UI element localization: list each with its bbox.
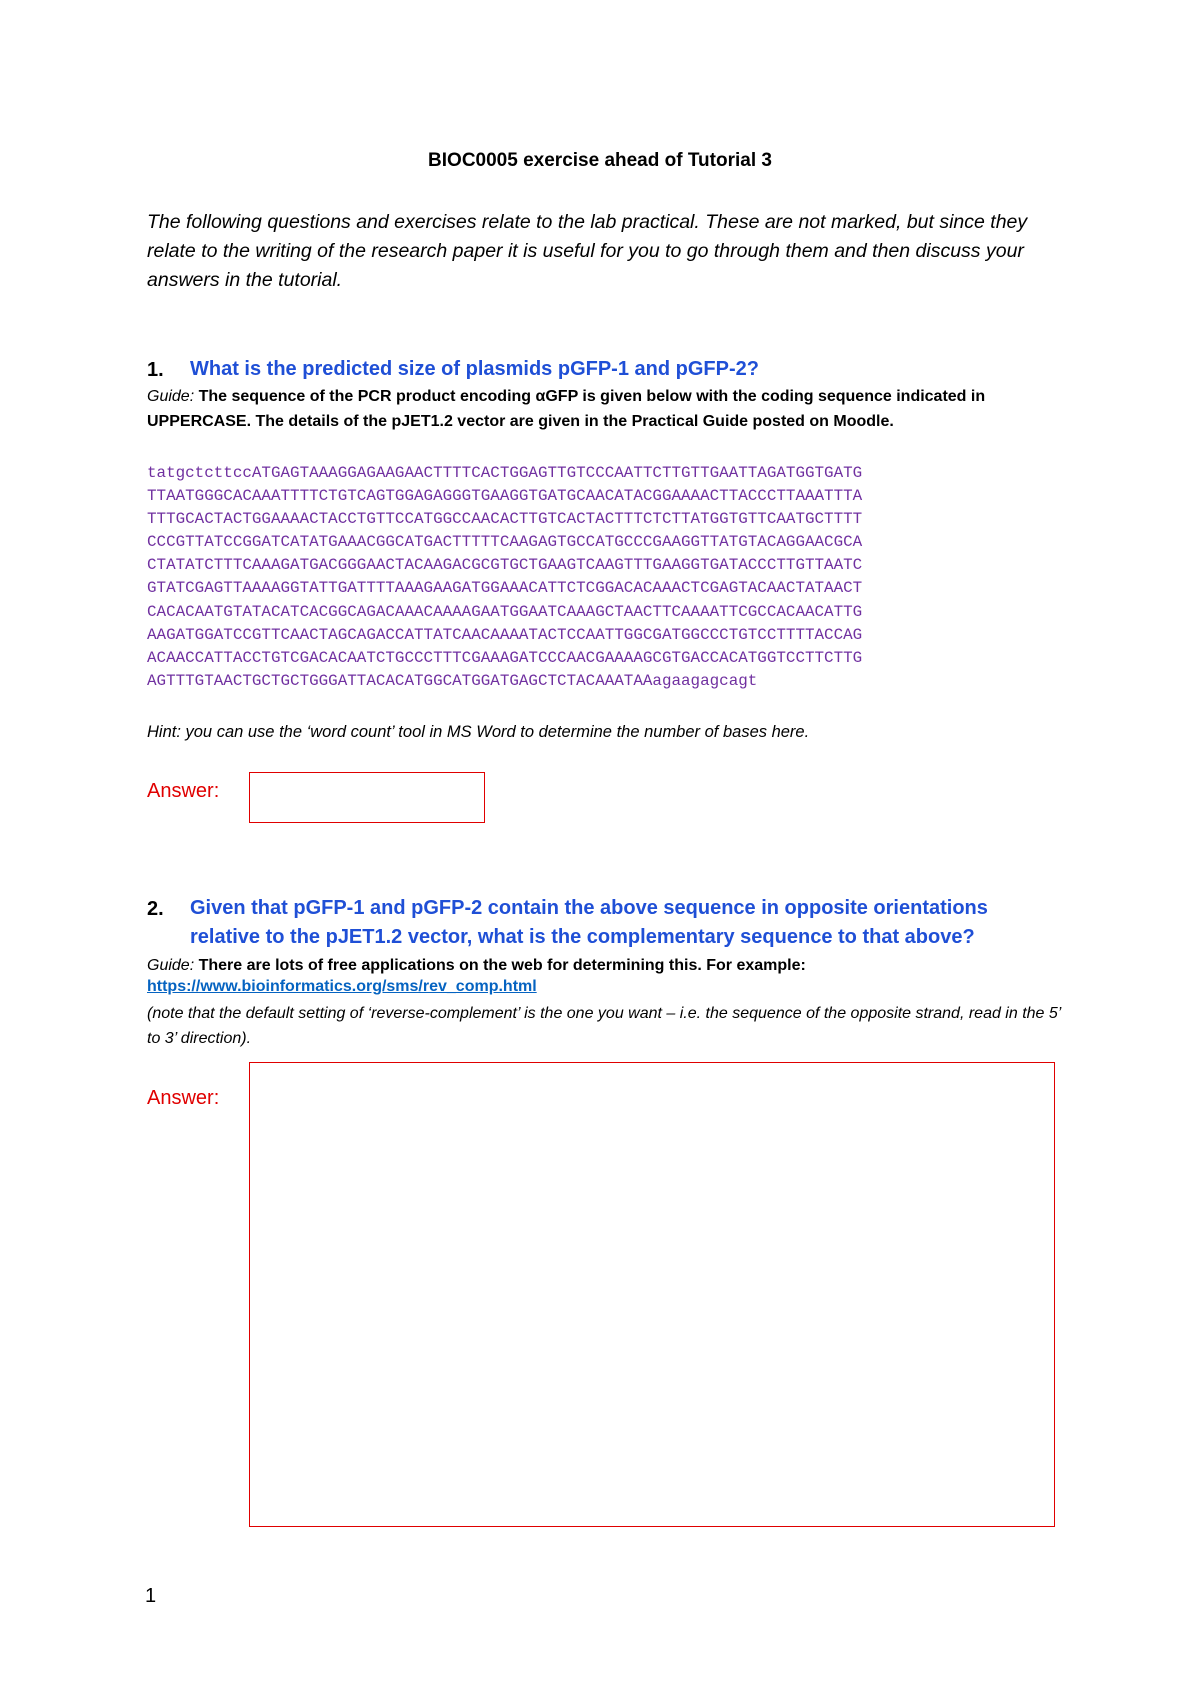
- intro-paragraph: The following questions and exercises relate to the lab practical. These are not marked, but since they relate to the writing of the research paper it is useful for you to go through them and then discuss your answers in the tutorial.: [147, 211, 1028, 291]
- question-1-guide-line-2: UPPERCASE. The details of the pJET1.2 vector are given in the Practical Guide posted on Moodle.: [147, 413, 894, 430]
- question-1-answer-label: Answer:: [147, 780, 220, 802]
- question-2-text-line-2: relative to the pJET1.2 vector, what is the complementary sequence to that above?: [190, 926, 975, 948]
- document-title: BIOC0005 exercise ahead of Tutorial 3: [428, 150, 772, 171]
- sequence-line: TTAATGGGCACAAATTTTCTGTCAGTGGAGAGGGTGAAGGTGATGCAACATACGGAAAACTTACCCTTAAATTTA: [147, 487, 863, 506]
- sequence-line: CACACAATGTATACATCACGGCAGACAAACAAAAGAATGGAATCAAAGCTAACTTCAAAATTCGCCACAACATTG: [147, 602, 863, 621]
- question-1-guide-line-1: The sequence of the PCR product encoding αGFP is given below with the coding sequence indicated in: [198, 388, 986, 405]
- sequence-line: AGTTTGTAACTGCTGCTGGGATTACACATGGCATGGATGAGCTCTACAAATAAagaagagcagt: [147, 671, 758, 690]
- sequence-line: CTATATCTTTCAAAGATGACGGGAACTACAAGACGCGTGCTGAAGTCAAGTTTGAAGGTGATACCCTTGTTAATC: [147, 556, 863, 575]
- question-1-number: 1.: [147, 359, 164, 381]
- gfp-sequence: [147, 462, 862, 693]
- question-1-guide: [147, 384, 1087, 409]
- question-1-answer-box[interactable]: [249, 772, 485, 823]
- question-2-note: (note that the default setting of ‘reverse-complement’ is the one you want – i.e. the sequence of the opposite strand, read in the 5’ to 3’ direction).: [147, 1005, 1061, 1047]
- rev-comp-link[interactable]: https://www.bioinformatics.org/sms/rev_comp.html: [147, 978, 537, 995]
- page-number: 1: [145, 1585, 157, 1607]
- question-2-text-line-1: Given that pGFP-1 and pGFP-2 contain the above sequence in opposite orientations: [190, 897, 988, 919]
- question-2-answer-label: Answer:: [147, 1087, 220, 1109]
- question-1-hint: Hint: you can use the ‘word count’ tool in MS Word to determine the number of bases here.: [147, 723, 810, 741]
- sequence-line: TTTGCACTACTGGAAAACTACCTGTTCCATGGCCAACACTTGTCACTACTTTCTCTTATGGTGTTCAATGCTTTT: [147, 510, 863, 529]
- question-1-guide-label: Guide:: [147, 388, 195, 405]
- question-1-text: What is the predicted size of plasmids pGFP-1 and pGFP-2?: [190, 358, 759, 380]
- question-2-answer-box[interactable]: [249, 1062, 1055, 1527]
- sequence-line: GTATCGAGTTAAAAGGTATTGATTTTAAAGAAGATGGAAACATTCTCGGACACAAACTCGAGTACAACTATAACT: [147, 579, 863, 598]
- sequence-line: AAGATGGATCCGTTCAACTAGCAGACCATTATCAACAAAATACTCCAATTGGCGATGGCCCTGTCCTTTTACCAG: [147, 625, 863, 644]
- sequence-line: tatgctcttccATGAGTAAAGGAGAAGAACTTTTCACTGGAGTTGTCCCAATTCTTGTTGAATTAGATGGTGATG: [147, 464, 863, 482]
- question-2-number: 2.: [147, 898, 164, 920]
- question-2-guide-text: There are lots of free applications on the web for determining this. For example:: [198, 957, 806, 974]
- question-2-guide-label: Guide:: [147, 957, 195, 974]
- sequence-line: CCCGTTATCCGGATCATATGAAACGGCATGACTTTTTCAAGAGTGCCATGCCCGAAGGTTATGTACAGGAACGCA: [147, 533, 863, 552]
- sequence-line: ACAACCATTACCTGTCGACACAATCTGCCCTTTCGAAAGATCCCAACGAAAAGCGTGACCACATGGTCCTTCTTG: [147, 648, 863, 667]
